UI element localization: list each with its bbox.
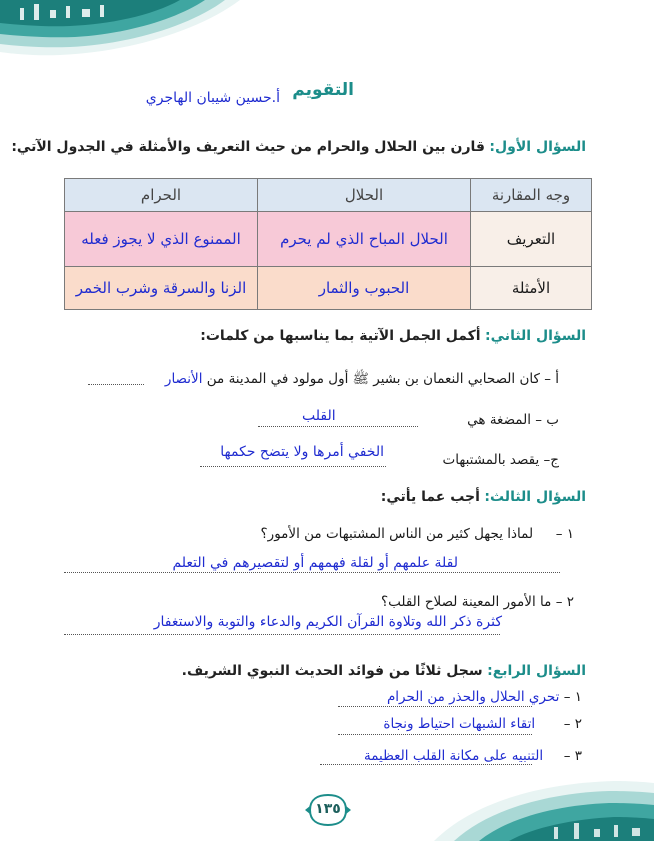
answer-line bbox=[64, 572, 560, 573]
q4-label: السؤال الرابع: bbox=[487, 663, 586, 679]
q4-item-3 bbox=[364, 748, 582, 764]
q1-text: قارن بين الحلال والحرام من حيث التعريف والأمثلة في الجدول الآتي: bbox=[11, 139, 485, 155]
bottom-corner-ornament-icon bbox=[434, 771, 654, 841]
q3-item-num: ٢ – bbox=[555, 594, 574, 610]
table-cell: الزنا والسرقة وشرب الخمر bbox=[65, 267, 258, 310]
q4-item-1 bbox=[387, 689, 582, 705]
q2-label: السؤال الثاني: bbox=[485, 328, 586, 344]
q1-label: السؤال الأول: bbox=[489, 139, 586, 155]
table-row bbox=[65, 212, 592, 267]
table-header-cell: وجه المقارنة bbox=[471, 179, 592, 212]
q4-item-2 bbox=[383, 716, 582, 732]
q2-item-prefix: ب – المضغة هي bbox=[467, 412, 559, 428]
q4-item-answer: تحري الحلال والحذر من الحرام bbox=[386, 689, 560, 705]
answer-line bbox=[64, 634, 500, 635]
table-header-cell: الحلال bbox=[258, 179, 471, 212]
table-cell: الحلال المباح الذي لم يحرم bbox=[258, 212, 471, 267]
q4-heading bbox=[182, 663, 586, 679]
q4-item-num: ٢ – bbox=[563, 716, 582, 732]
q2-item-prefix: ج– يقصد بالمشتبهات bbox=[442, 452, 559, 468]
q2-item-answer: القلب bbox=[302, 408, 336, 424]
answer-line bbox=[88, 384, 144, 385]
answer-line bbox=[200, 466, 386, 467]
q3-item-answer: كثرة ذكر الله وتلاوة القرآن الكريم والدعاء والتوبة والاستغفار bbox=[153, 614, 502, 630]
q2-item-b bbox=[467, 412, 559, 428]
q3-item-answer: لقلة علمهم أو لقلة فهمهم أو لتقصيرهم في التعلم bbox=[172, 555, 458, 571]
q4-item-num: ١ – bbox=[563, 689, 582, 705]
q3-item-question: ما الأمور المعينة لصلاح القلب؟ bbox=[380, 594, 552, 610]
top-corner-ornament-icon bbox=[0, 0, 240, 60]
table-cell: الحبوب والثمار bbox=[258, 267, 471, 310]
q4-item-num: ٣ – bbox=[563, 748, 582, 764]
q2-item-answer: الأنصار bbox=[164, 371, 203, 387]
q3-label: السؤال الثالث: bbox=[484, 489, 586, 505]
q3-text: أجب عما يأتي: bbox=[380, 489, 480, 505]
q2-item-answer: الخفي أمرها ولا يتضح حكمها bbox=[220, 444, 384, 460]
q2-item-prefix: أ – كان الصحابي النعمان بن بشير ﷺ أول مولود في المدينة من bbox=[206, 371, 559, 387]
answer-line bbox=[338, 706, 532, 707]
page-title: التقويم bbox=[292, 80, 354, 100]
q1-heading bbox=[11, 139, 586, 155]
comparison-table bbox=[64, 178, 592, 310]
q4-item-answer: اتقاء الشبهات احتياط ونجاة bbox=[383, 716, 536, 732]
table-row bbox=[65, 267, 592, 310]
page-number: ١٣٥ bbox=[315, 801, 341, 817]
table-cell: التعريف bbox=[471, 212, 592, 267]
q4-item-answer: التنبيه على مكانة القلب العظيمة bbox=[363, 748, 544, 764]
q2-item-a bbox=[165, 370, 559, 390]
q2-text: أكمل الجمل الآتية بما يناسبها من كلمات: bbox=[200, 328, 481, 344]
q2-heading bbox=[200, 328, 586, 344]
q2-item-c bbox=[443, 452, 559, 468]
table-header-cell: الحرام bbox=[65, 179, 258, 212]
answer-line bbox=[338, 734, 532, 735]
author-name: أ.حسين شيبان الهاجري bbox=[145, 90, 280, 106]
table-cell: الأمثلة bbox=[471, 267, 592, 310]
q3-item-1 bbox=[261, 526, 574, 542]
table-cell: الممنوع الذي لا يجوز فعله bbox=[65, 212, 258, 267]
q4-text: سجل ثلاثًا من فوائد الحديث النبوي الشريف. bbox=[181, 663, 483, 679]
q3-item-2 bbox=[381, 594, 574, 610]
answer-line bbox=[258, 426, 418, 427]
q3-item-question: لماذا يجهل كثير من الناس المشتبهات من الأمور؟ bbox=[260, 526, 534, 542]
q3-item-num: ١ – bbox=[555, 526, 574, 542]
q3-heading bbox=[381, 489, 586, 505]
answer-line bbox=[320, 764, 532, 765]
table-header-row bbox=[65, 179, 592, 212]
